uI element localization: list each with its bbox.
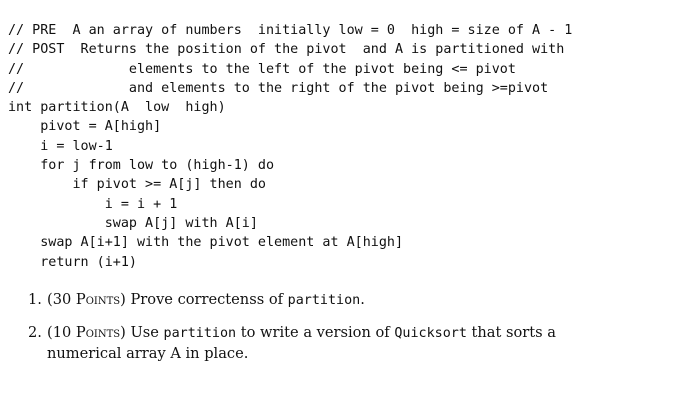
code-word: Quicksort [394, 326, 467, 341]
question-text-part: that sorts a numerical array A in place. [47, 324, 556, 362]
question-text-part: Use [125, 324, 164, 341]
code-line-post-comment: // POST Returns the position of the pivot and A is partitioned with [8, 42, 565, 58]
code-line-init-i: i = low-1 [8, 138, 113, 154]
code-line-swap-pivot: swap A[i+1] with the pivot element at A[high] [8, 235, 404, 251]
code-line-increment: i = i + 1 [8, 196, 178, 212]
question-item-1 [28, 290, 608, 311]
question-points: (30 Points) [47, 291, 126, 308]
question-number: 2. [28, 324, 42, 341]
pseudocode-block [8, 21, 572, 272]
question-text [47, 290, 608, 311]
question-item-2 [28, 323, 608, 364]
question-text-part: Prove correctenss of [125, 291, 288, 308]
question-points: (10 Points) [47, 324, 126, 341]
question-text-part: to write a version of [236, 324, 395, 341]
code-line-if: if pivot >= A[j] then do [8, 177, 266, 193]
code-line-for-loop: for j from low to (high-1) do [8, 158, 275, 174]
code-word: partition [163, 326, 237, 341]
question-text [47, 323, 608, 364]
code-line-pre-comment: // PRE A an array of numbers initially low = 0 high = size of A - 1 [8, 23, 573, 38]
question-text-part: . [360, 291, 365, 308]
code-line-comment-left: // elements to the left of the pivot being <= pivot [8, 61, 516, 77]
code-line-swap: swap A[j] with A[i] [8, 215, 258, 231]
question-number: 1. [28, 291, 42, 308]
code-line-signature: int partition(A low high) [8, 100, 226, 116]
code-word: partition [287, 293, 361, 308]
code-line-pivot: pivot = A[high] [8, 119, 162, 135]
code-line-comment-right: // and elements to the right of the pivot being >=pivot [8, 80, 549, 96]
code-line-return: return (i+1) [8, 254, 137, 270]
question-list [28, 290, 608, 376]
